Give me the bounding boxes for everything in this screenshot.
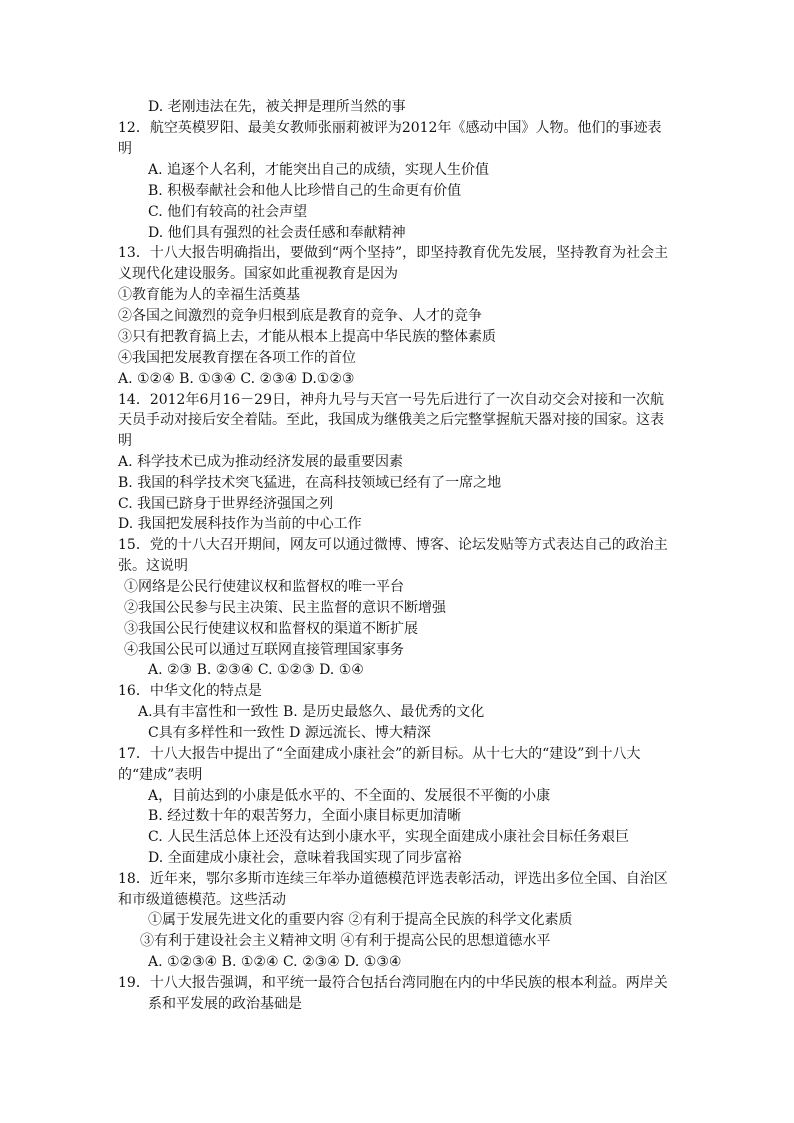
q13-stem: 13．十八大报告明确指出，要做到“两个坚持”，即坚持教育优先发展，坚持教育为社会主 <box>118 245 669 261</box>
q15-options: A. ②③ B. ②③④ C. ①②③ D. ①④ <box>148 662 364 678</box>
q15-statement: ④我国公民可以通过互联网直接管理国家事务 <box>124 642 404 658</box>
q13-statement: ④我国把发展教育摆在各项工作的首位 <box>118 350 356 366</box>
q13-statement: ③只有把教育搞上去，才能从根本上提高中华民族的整体素质 <box>118 329 496 345</box>
q13-options: A. ①②④ B. ①③④ C. ②③④ D.①②③ <box>118 371 355 387</box>
q19-stem: 19．十八大报告强调，和平统一最符合包括台湾同胞在内的中华民族的根本利益。两岸关 <box>118 975 668 991</box>
q14-stem: 14．2012年6月16－29日，神舟九号与天宫一号先后进行了一次自动交会对接和一次航 <box>118 392 664 408</box>
q17-stem: 17．十八大报告中提出了“全面建成小康社会”的新目标。从十七大的“建设”到十八大 <box>118 746 641 762</box>
q18-statements: ①属于发展先进文化的重要内容 ②有利于提高全民族的科学文化素质 <box>148 912 573 928</box>
q16-stem: 16．中华文化的特点是 <box>118 683 262 699</box>
q12-option-d: D. 他们具有强烈的社会责任感和奉献精神 <box>148 225 406 241</box>
q11-option-d: D. 老刚违法在先，被关押是理所当然的事 <box>148 99 406 115</box>
q13-statement: ①教育能为人的幸福生活奠基 <box>118 287 300 303</box>
q17-option-b: B. 经过数十年的艰苦努力，全面小康目标更加清晰 <box>148 808 462 824</box>
q12-stem: 明 <box>118 141 132 157</box>
q15-statement: ③我国公民行使建议权和监督权的渠道不断扩展 <box>124 621 418 637</box>
q18-options: A. ①②③④ B. ①②④ C. ②③④ D. ①③④ <box>148 954 402 970</box>
q12-stem: 12．航空英模罗阳、最美女教师张丽莉被评为2012年《感动中国》人物。他们的事迹表 <box>118 120 662 136</box>
q12-option-a: A. 追逐个人名利，才能突出自己的成绩，实现人生价值 <box>148 162 490 178</box>
q15-stem: 15．党的十八大召开期间，网友可以通过微博、博客、论坛发贴等方式表达自己的政治主 <box>118 537 668 553</box>
q18-statements: ③有利于建设社会主义精神文明 ④有利于提高公民的思想道德水平 <box>140 933 551 949</box>
q19-stem: 系和平发展的政治基础是 <box>148 996 302 1012</box>
q17-stem: 的“建成”表明 <box>118 767 203 783</box>
q17-option-a: A，目前达到的小康是低水平的、不全面的、发展很不平衡的小康 <box>148 788 551 804</box>
q14-option-d: D. 我国把发展科技作为当前的中心工作 <box>118 516 362 532</box>
q18-stem: 和市级道德模范。这些活动 <box>118 892 286 908</box>
q17-option-d: D. 全面建成小康社会，意味着我国实现了同步富裕 <box>148 850 462 866</box>
q15-statement: ①网络是公民行使建议权和监督权的唯一平台 <box>124 579 404 595</box>
q16-options-cd: C具有多样性和一致性 D 源远流长、博大精深 <box>148 725 431 741</box>
q14-stem: 天员手动对接后安全着陆。至此，我国成为继俄美之后完整掌握航天器对接的国家。这表 <box>118 412 664 428</box>
q14-stem: 明 <box>118 433 132 449</box>
q12-option-b: B. 积极奉献社会和他人比珍惜自己的生命更有价值 <box>148 183 462 199</box>
q13-stem: 义现代化建设服务。国家如此重视教育是因为 <box>118 266 398 282</box>
q17-option-c: C. 人民生活总体上还没有达到小康水平，实现全面建成小康社会目标任务艰巨 <box>148 829 630 845</box>
q13-statement: ②各国之间激烈的竞争归根到底是教育的竞争、人才的竞争 <box>118 308 482 324</box>
q14-option-a: A. 科学技术已成为推动经济发展的最重要因素 <box>118 454 404 470</box>
q18-stem: 18．近年来，鄂尔多斯市连续三年举办道德模范评选表彰活动，评选出多位全国、自治区 <box>118 871 668 887</box>
q14-option-c: C. 我国已跻身于世界经济强国之列 <box>118 496 334 512</box>
q12-option-c: C. 他们有较高的社会声望 <box>148 204 308 220</box>
q15-stem: 张。这说明 <box>118 558 188 574</box>
q16-options-ab: A.具有丰富性和一致性 B. 是历史最悠久、最优秀的文化 <box>138 704 485 720</box>
q14-option-b: B. 我国的科学技术突飞猛进，在高科技领域已经有了一席之地 <box>118 475 502 491</box>
q15-statement: ②我国公民参与民主决策、民主监督的意识不断增强 <box>124 600 446 616</box>
